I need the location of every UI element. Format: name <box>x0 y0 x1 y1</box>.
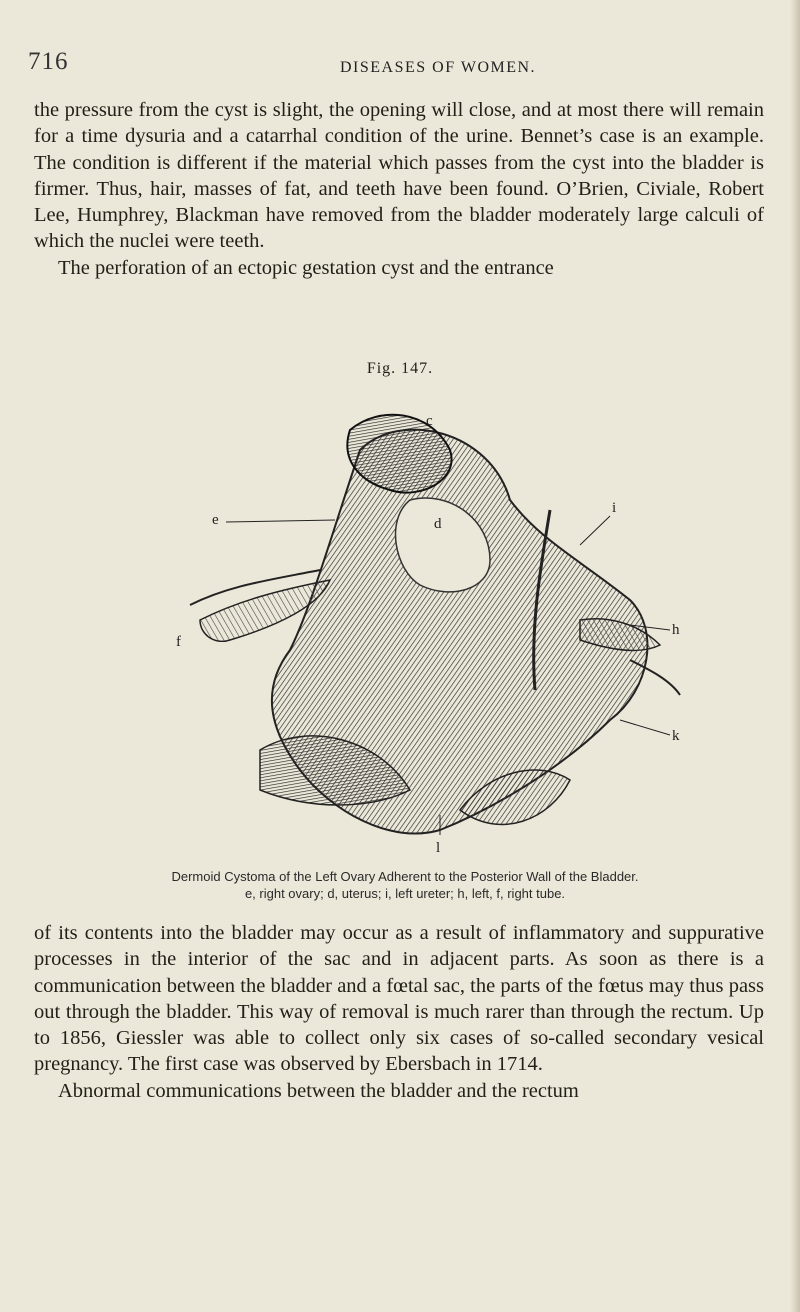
page-header <box>0 48 800 88</box>
paragraph: of its contents into the bladder may occur as a result of inflammatory and suppurative processes in the interior of the sac and in adjacent parts. As soon as there is a communication between the bladder and a fœtal sac, the parts of the fœtus may thus pass out through the bladder. This way of removal is much rarer than through the rectum. Up to 1856, Giessler was able to collect only six cases of so-called secondary vesical pregnancy. The first case was observed by Ebersbach in 1714. <box>34 922 764 1076</box>
page-edge <box>790 0 800 1312</box>
paragraph: Abnormal communications between the bladder and the rectum <box>58 1079 579 1102</box>
figure-label: Fig. 147. <box>366 360 434 377</box>
label-d: d <box>434 516 442 532</box>
anatomical-engraving <box>160 390 720 860</box>
paragraph: The perforation of an ectopic gestation cyst and the entrance <box>58 256 554 279</box>
label-h: h <box>672 622 680 638</box>
figure-illustration <box>160 390 720 860</box>
label-l: l <box>436 840 441 856</box>
bottom-text-block <box>34 920 764 1104</box>
label-f: f <box>176 634 181 650</box>
caption-line-1: Dermoid Cystoma of the Left Ovary Adherent to the Posterior Wall of the Bladder. <box>171 869 639 884</box>
top-text-block <box>34 97 764 281</box>
caption-line-2: e, right ovary; d, uterus; i, left ureter; h, left, f, right tube. <box>244 886 566 901</box>
page-number: 716 <box>28 48 69 75</box>
running-head: DISEASES OF WOMEN. <box>340 59 537 76</box>
label-k: k <box>672 728 680 744</box>
paragraph: the pressure from the cyst is slight, the opening will close, and at most there will remain for a time dysuria and a catarrhal condition of the urine. Bennet’s case is an example. The condition is different if the material which passes from the cyst into the bladder is firmer. Thus, hair, masses of fat, and teeth have been found. O’Brien, Civiale, Robert Lee, Humphrey, Blackman have removed from the bladder moderately large calculi of which the nuclei were teeth. <box>34 99 764 253</box>
figure-caption <box>60 868 750 902</box>
label-i: i <box>612 500 617 516</box>
label-e: e <box>212 512 219 528</box>
label-c: c <box>426 413 433 429</box>
